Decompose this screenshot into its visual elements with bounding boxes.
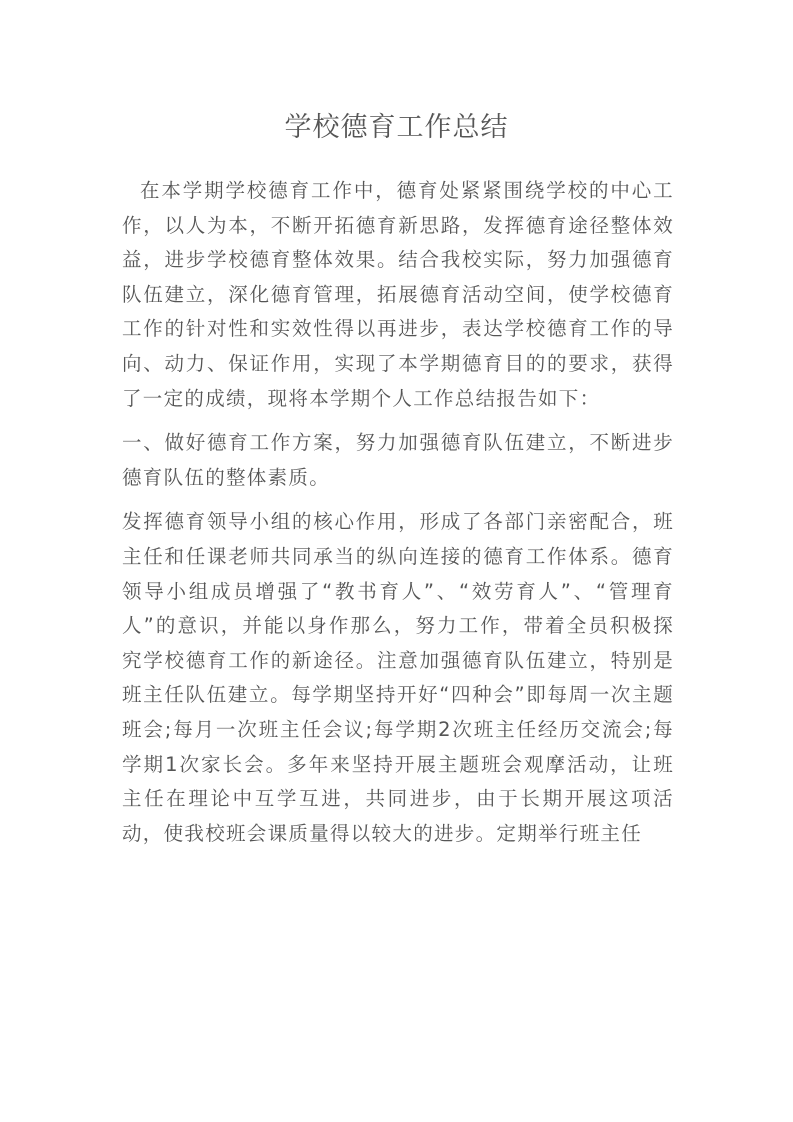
paragraph-section-heading: 一、做好德育工作方案，努力加强德育队伍建立，不断进步德育队伍的整体素质。 [122,431,674,489]
document-body [122,174,674,861]
document-title: 学校德育工作总结 [284,112,509,143]
paragraph-intro: 在本学期学校德育工作中，德育处紧紧围绕学校的中心工作，以人为本，不断开拓德育新思路，发挥德育途径整体效益，进步学校德育整体效果。结合我校实际，努力加强德育队伍建立，深化德育管理，拓展德育活动空间，使学校德育工作的针对性和实效性得以再进步，表达学校德育工作的导向、动力、保证作用，实现了本学期德育目的的要求，获得了一定的成绩，现将本学期个人工作总结报告如下： [122,179,674,410]
paragraph-body: 发挥德育领导小组的核心作用，形成了各部门亲密配合，班主任和任课老师共同承当的纵向连接的德育工作体系。德育领导小组成员增强了“教书育人”、“效劳育人”、“管理育人”的意识，并能以身作那么，努力工作，带着全员积极探究学校德育工作的新途径。注意加强德育队伍建立，特别是班主任队伍建立。每学期坚持开好“四种会”即每周一次主题班会;每月一次班主任会议;每学期2次班主任经历交流会;每学期1次家长会。多年来坚持开展主题班会观摩活动，让班主任在理论中互学互进，共同进步，由于长期开展这项活动，使我校班会课质量得以较大的进步。定期举行班主任 [122,510,674,845]
